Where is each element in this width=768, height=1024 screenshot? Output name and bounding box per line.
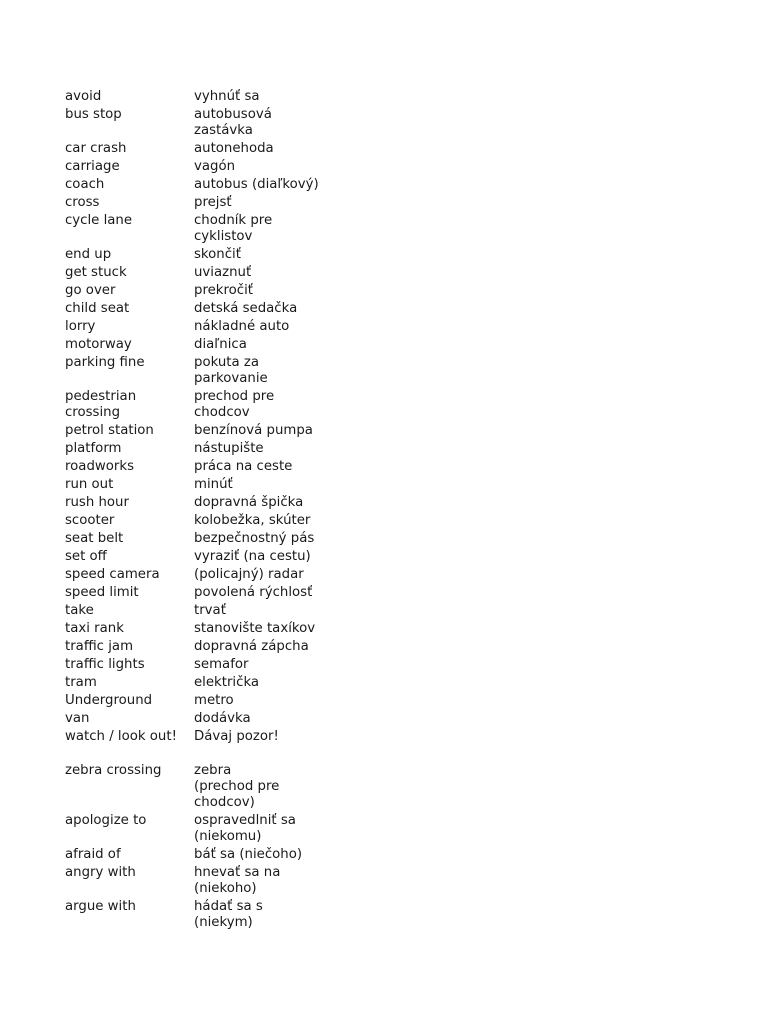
english-term: seat belt xyxy=(65,531,124,546)
vocab-row xyxy=(65,246,365,264)
vocab-row xyxy=(65,458,365,476)
english-term: afraid of xyxy=(65,847,121,862)
vocab-row xyxy=(65,620,365,638)
vocab-row xyxy=(65,194,365,212)
vocab-row xyxy=(65,212,365,246)
english-term: pedestrian crossing xyxy=(65,389,137,420)
vocab-row xyxy=(65,388,365,422)
vocab-row xyxy=(65,264,365,282)
slovak-translation: vyraziť (na cestu) xyxy=(194,549,311,564)
slovak-translation: skončiť xyxy=(194,247,241,262)
vocab-row xyxy=(65,638,365,656)
slovak-translation: hádať sa s (niekym) xyxy=(194,899,263,930)
slovak-translation: nástupište xyxy=(194,441,264,456)
vocab-row xyxy=(65,300,365,318)
vocab-row xyxy=(65,846,365,864)
english-term: scooter xyxy=(65,513,115,528)
vocab-row xyxy=(65,548,365,566)
english-term: speed limit xyxy=(65,585,139,600)
slovak-translation: povolená rýchlosť xyxy=(194,585,313,600)
vocab-row xyxy=(65,88,365,106)
slovak-translation: prekročiť xyxy=(194,283,254,298)
english-term: take xyxy=(65,603,94,618)
english-term: taxi rank xyxy=(65,621,124,636)
slovak-translation: vagón xyxy=(194,159,236,174)
english-term: platform xyxy=(65,441,122,456)
slovak-translation: práca na ceste xyxy=(194,459,293,474)
english-term: carriage xyxy=(65,159,120,174)
vocab-row xyxy=(65,674,365,692)
english-term: bus stop xyxy=(65,107,122,122)
slovak-translation: dopravná zápcha xyxy=(194,639,309,654)
vocab-row xyxy=(65,898,365,932)
vocab-row xyxy=(65,282,365,300)
slovak-translation: chodník pre cyklistov xyxy=(194,213,273,244)
english-term: coach xyxy=(65,177,105,192)
slovak-translation: prejsť xyxy=(194,195,232,210)
slovak-translation: električka xyxy=(194,675,260,690)
slovak-translation: metro xyxy=(194,693,234,708)
english-term: argue with xyxy=(65,899,136,914)
vocab-row xyxy=(65,476,365,494)
slovak-translation: prechod pre chodcov xyxy=(194,389,275,420)
english-term: angry with xyxy=(65,865,136,880)
slovak-translation: pokuta za parkovanie xyxy=(194,355,268,386)
slovak-translation: dopravná špička xyxy=(194,495,304,510)
slovak-translation: trvať xyxy=(194,603,226,618)
english-term: traffic jam xyxy=(65,639,134,654)
english-term: cross xyxy=(65,195,100,210)
english-term: child seat xyxy=(65,301,130,316)
english-term: speed camera xyxy=(65,567,160,582)
vocabulary-table xyxy=(65,88,365,932)
slovak-translation: semafor xyxy=(194,657,249,672)
vocab-row xyxy=(65,692,365,710)
english-term: Underground xyxy=(65,693,153,708)
slovak-translation: dodávka xyxy=(194,711,251,726)
english-term: rush hour xyxy=(65,495,129,510)
vocab-row xyxy=(65,494,365,512)
vocab-row xyxy=(65,728,365,746)
english-term: petrol station xyxy=(65,423,154,438)
english-term: end up xyxy=(65,247,112,262)
slovak-translation: detská sedačka xyxy=(194,301,298,316)
vocab-row xyxy=(65,318,365,336)
vocab-row xyxy=(65,566,365,584)
english-term: parking fine xyxy=(65,355,145,370)
vocab-row xyxy=(65,512,365,530)
english-term: set off xyxy=(65,549,107,564)
english-term: roadworks xyxy=(65,459,135,474)
slovak-translation: ospravedlniť sa (niekomu) xyxy=(194,813,296,844)
vocab-row xyxy=(65,422,365,440)
english-term: motorway xyxy=(65,337,132,352)
vocab-row xyxy=(65,176,365,194)
slovak-translation: zebra (prechod pre chodcov) xyxy=(194,763,280,810)
slovak-translation: nákladné auto xyxy=(194,319,290,334)
slovak-translation: (policajný) radar xyxy=(194,567,304,582)
english-term: van xyxy=(65,711,90,726)
english-term: get stuck xyxy=(65,265,127,280)
english-term: go over xyxy=(65,283,116,298)
slovak-translation: autonehoda xyxy=(194,141,274,156)
english-term: cycle lane xyxy=(65,213,133,228)
english-term: watch / look out! xyxy=(65,729,177,744)
vocab-row xyxy=(65,656,365,674)
english-term: lorry xyxy=(65,319,96,334)
slovak-translation: Dávaj pozor! xyxy=(194,729,279,744)
english-term: car crash xyxy=(65,141,127,156)
slovak-translation: autobusová zastávka xyxy=(194,107,272,138)
vocab-row xyxy=(65,158,365,176)
slovak-translation: diaľnica xyxy=(194,337,247,352)
vocab-row xyxy=(65,336,365,354)
vocab-row xyxy=(65,710,365,728)
english-term: traffic lights xyxy=(65,657,145,672)
vocab-row xyxy=(65,812,365,846)
vocab-row xyxy=(65,762,365,812)
slovak-translation: stanovište taxíkov xyxy=(194,621,316,636)
english-term: avoid xyxy=(65,89,102,104)
slovak-translation: hnevať sa na (niekoho) xyxy=(194,865,281,896)
vocab-row xyxy=(65,602,365,620)
vocab-row xyxy=(65,106,365,140)
english-term: run out xyxy=(65,477,114,492)
slovak-translation: vyhnúť sa xyxy=(194,89,260,104)
slovak-translation: autobus (diaľkový) xyxy=(194,177,319,192)
vocab-row xyxy=(65,354,365,388)
slovak-translation: uviaznuť xyxy=(194,265,252,280)
english-term: apologize to xyxy=(65,813,147,828)
slovak-translation: kolobežka, skúter xyxy=(194,513,311,528)
english-term: zebra crossing xyxy=(65,763,162,778)
slovak-translation: benzínová pumpa xyxy=(194,423,313,438)
vocab-row xyxy=(65,530,365,548)
slovak-translation: minúť xyxy=(194,477,233,492)
vocab-row xyxy=(65,140,365,158)
slovak-translation: báť sa (niečoho) xyxy=(194,847,303,862)
vocab-row xyxy=(65,440,365,458)
vocab-row xyxy=(65,864,365,898)
english-term: tram xyxy=(65,675,97,690)
vocab-row xyxy=(65,584,365,602)
slovak-translation: bezpečnostný pás xyxy=(194,531,315,546)
